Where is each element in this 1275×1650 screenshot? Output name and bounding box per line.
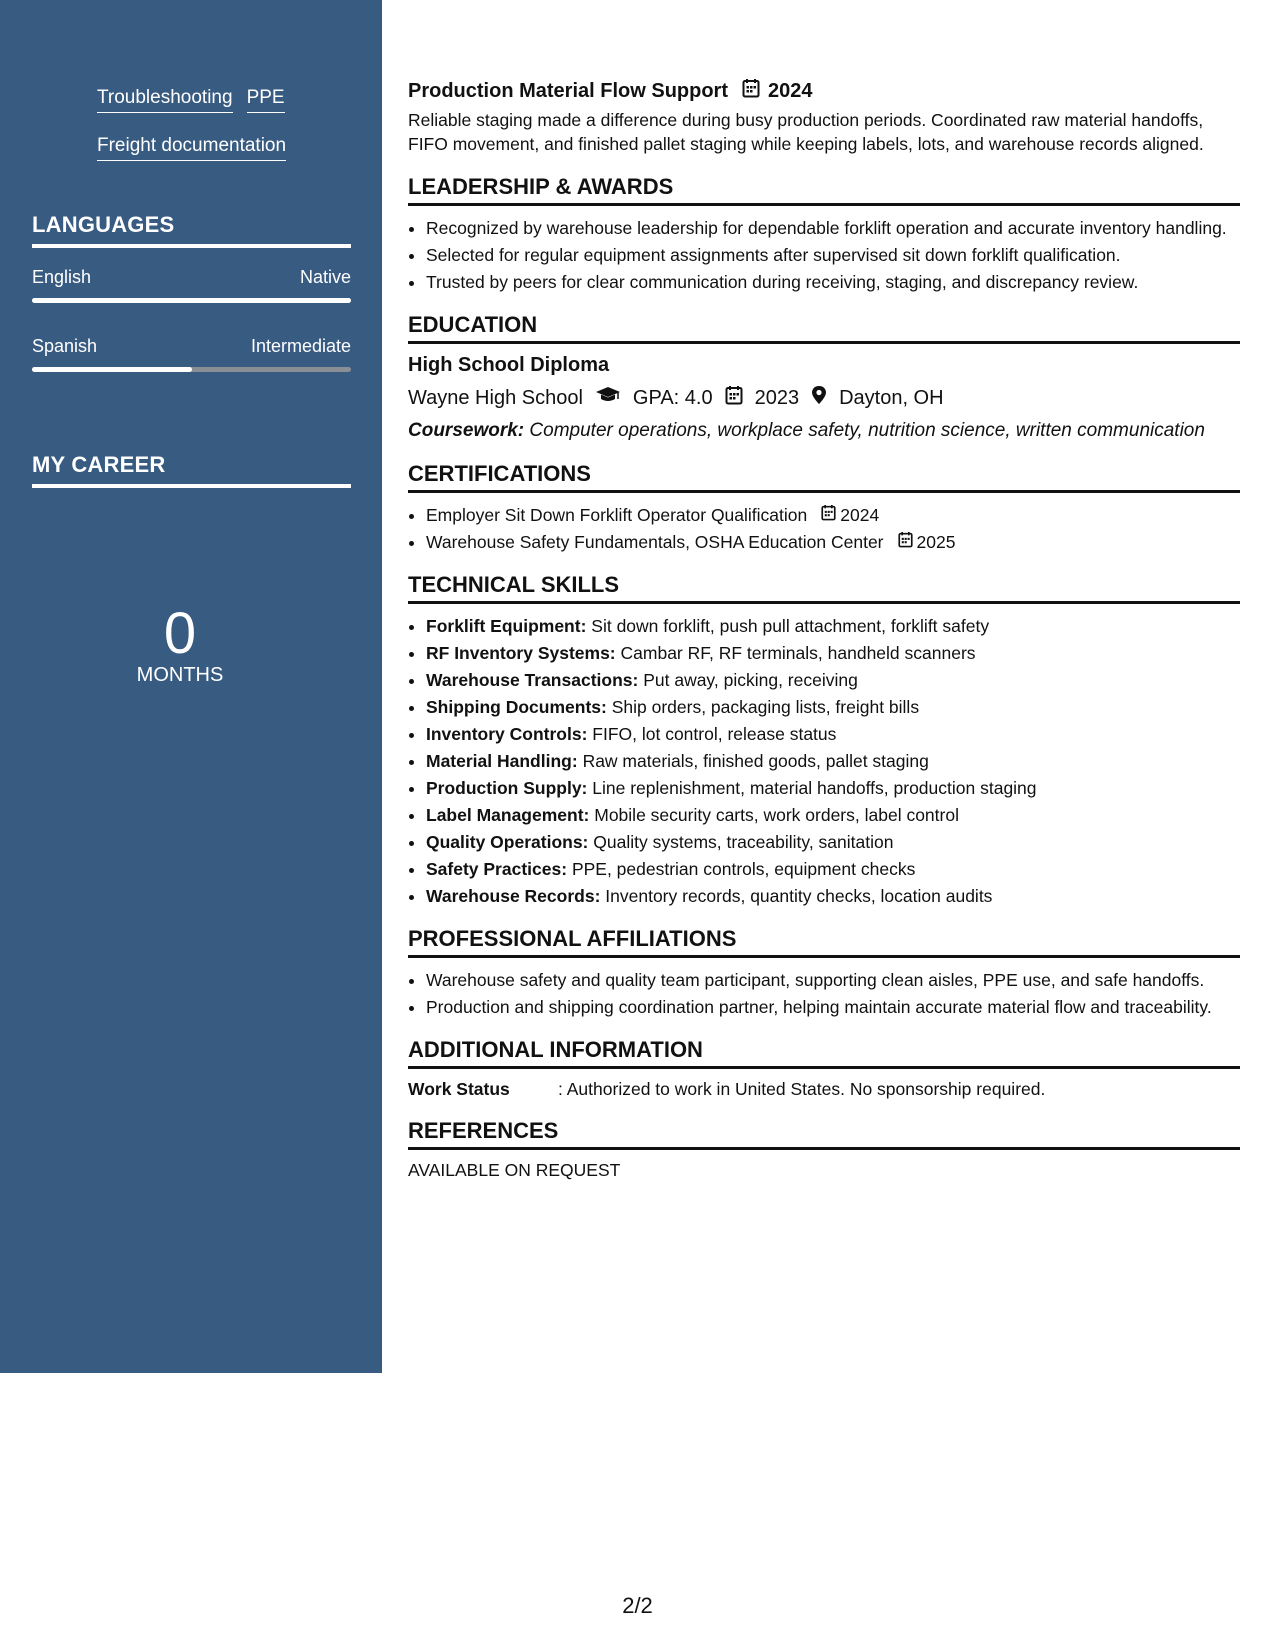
skill-value: Inventory records, quantity checks, location audits [605,886,993,906]
skill-item [426,722,1240,746]
education-school: Wayne High School [408,386,583,409]
leadership-heading: LEADERSHIP & AWARDS [408,174,1240,206]
skill-item [426,614,1240,638]
language-bar [32,298,351,303]
languages-heading: LANGUAGES [32,212,351,248]
language-bar-fill [32,298,351,303]
skill-label: Inventory Controls: [426,724,588,744]
skill-item [426,749,1240,773]
language-bar [32,367,351,372]
certifications-list [408,503,1240,554]
language-bar-fill [32,367,192,372]
job-year: 2024 [768,79,813,102]
work-status-label: Work Status [408,1079,510,1099]
education-coursework [408,419,1240,443]
skill-label: Shipping Documents: [426,697,607,717]
education-year: 2023 [754,386,800,409]
skill-value: Cambar RF, RF terminals, handheld scanners [620,643,976,663]
list-item: • Selected for regular equipment assignments after supervised sit down forklift qualification. [426,243,1240,267]
skill-item [426,668,1240,692]
job-title-row [408,78,1240,104]
graduation-cap-icon [595,386,621,410]
skill-tag: Troubleshooting [97,86,233,113]
skill-label: RF Inventory Systems: [426,643,616,663]
education-degree: High School Diploma [408,354,610,376]
language-name: English [32,267,92,287]
job-description: Reliable staging made a difference during busy production periods. Coordinated raw material handoffs, FIFO movement, and finished pallet staging while keeping labels, lots, and warehouse records aligned. [408,110,1204,154]
list-item: • Recognized by warehouse leadership for dependable forklift operation and accurate inventory handling. [426,216,1240,240]
skill-value: Sit down forklift, push pull attachment, forklift safety [591,616,990,636]
career-heading: MY CAREER [32,452,351,488]
skill-item [426,641,1240,665]
language-english [32,267,351,303]
skill-item [426,803,1240,827]
skill-item [426,884,1240,908]
affiliations-list [408,968,1240,1019]
skill-label: Warehouse Records: [426,886,601,906]
language-level: Native [299,267,351,287]
references-text: AVAILABLE ON REQUEST [408,1160,621,1180]
skill-value: FIFO, lot control, release status [592,724,837,744]
page-number: 2/2 [622,1593,653,1618]
skill-tag: Freight documentation [97,134,286,161]
list-item: • Warehouse safety and quality team participant, supporting clean aisles, PPE use, and safe handoffs. [426,968,1240,992]
skill-value: Quality systems, traceability, sanitation [593,832,894,852]
skill-value: Raw materials, finished goods, pallet staging [582,751,929,771]
certifications-heading: CERTIFICATIONS [408,461,1240,493]
skill-label: Forklift Equipment: [426,616,587,636]
skill-label: Material Handling: [426,751,578,771]
skill-label: Label Management: [426,805,590,825]
references-heading: REFERENCES [408,1118,1240,1150]
technical-skills-list [408,614,1240,908]
education-gpa: GPA: 4.0 [632,386,713,409]
skill-tags [97,86,327,182]
work-status-value: : Authorized to work in United States. No sponsorship required. [558,1079,1046,1099]
calendar-icon [821,503,836,527]
certification-item [426,503,1240,527]
skill-item [426,857,1240,881]
list-item: • Trusted by peers for clear communication during receiving, staging, and discrepancy review. [426,270,1240,294]
coursework-text: Computer operations, workplace safety, nutrition science, written communication [529,420,1205,441]
skill-value: Ship orders, packaging lists, freight bills [611,697,920,717]
list-item: • Production and shipping coordination partner, helping maintain accurate material flow and traceability. [426,995,1240,1019]
certification-name: • Employer Sit Down Forklift Operator Qualification [426,505,808,525]
skill-value: Put away, picking, receiving [643,670,858,690]
language-level: Intermediate [250,336,351,356]
job-title: Production Material Flow Support [408,79,728,102]
skill-label: Production Supply: [426,778,588,798]
map-pin-icon [811,385,827,411]
calendar-icon [742,78,760,104]
education-details [408,385,1240,411]
skill-value: Line replenishment, material handoffs, production staging [592,778,1037,798]
technical-skills-heading: TECHNICAL SKILLS [408,572,1240,604]
sidebar [0,0,382,1373]
affiliations-heading: PROFESSIONAL AFFILIATIONS [408,926,1240,958]
leadership-list [408,216,1240,294]
education-heading: EDUCATION [408,312,1240,344]
skill-label: Warehouse Transactions: [426,670,639,690]
certification-name: • Warehouse Safety Fundamentals, OSHA Education Center [426,532,884,552]
certification-item [426,530,1240,554]
certification-year: 2024 [840,505,880,525]
main-content [408,78,1240,1181]
skill-tag: PPE [247,86,285,113]
skill-item [426,830,1240,854]
additional-info-heading: ADDITIONAL INFORMATION [408,1037,1240,1069]
skill-value: Mobile security carts, work orders, label control [594,805,959,825]
coursework-label: Coursework: [408,420,525,441]
skill-item [426,695,1240,719]
calendar-icon [725,385,743,411]
career-unit: MONTHS [136,664,224,686]
skill-item [426,776,1240,800]
language-spanish [32,336,351,372]
certification-year: 2025 [916,532,956,552]
skill-label: Safety Practices: [426,859,568,879]
calendar-icon [898,530,913,554]
career-value: 0 [163,601,197,666]
skill-value: PPE, pedestrian controls, equipment checks [571,859,916,879]
work-status-row [408,1079,1240,1100]
language-name: Spanish [32,336,98,356]
skill-label: Quality Operations: [426,832,589,852]
education-location: Dayton, OH [839,386,944,409]
